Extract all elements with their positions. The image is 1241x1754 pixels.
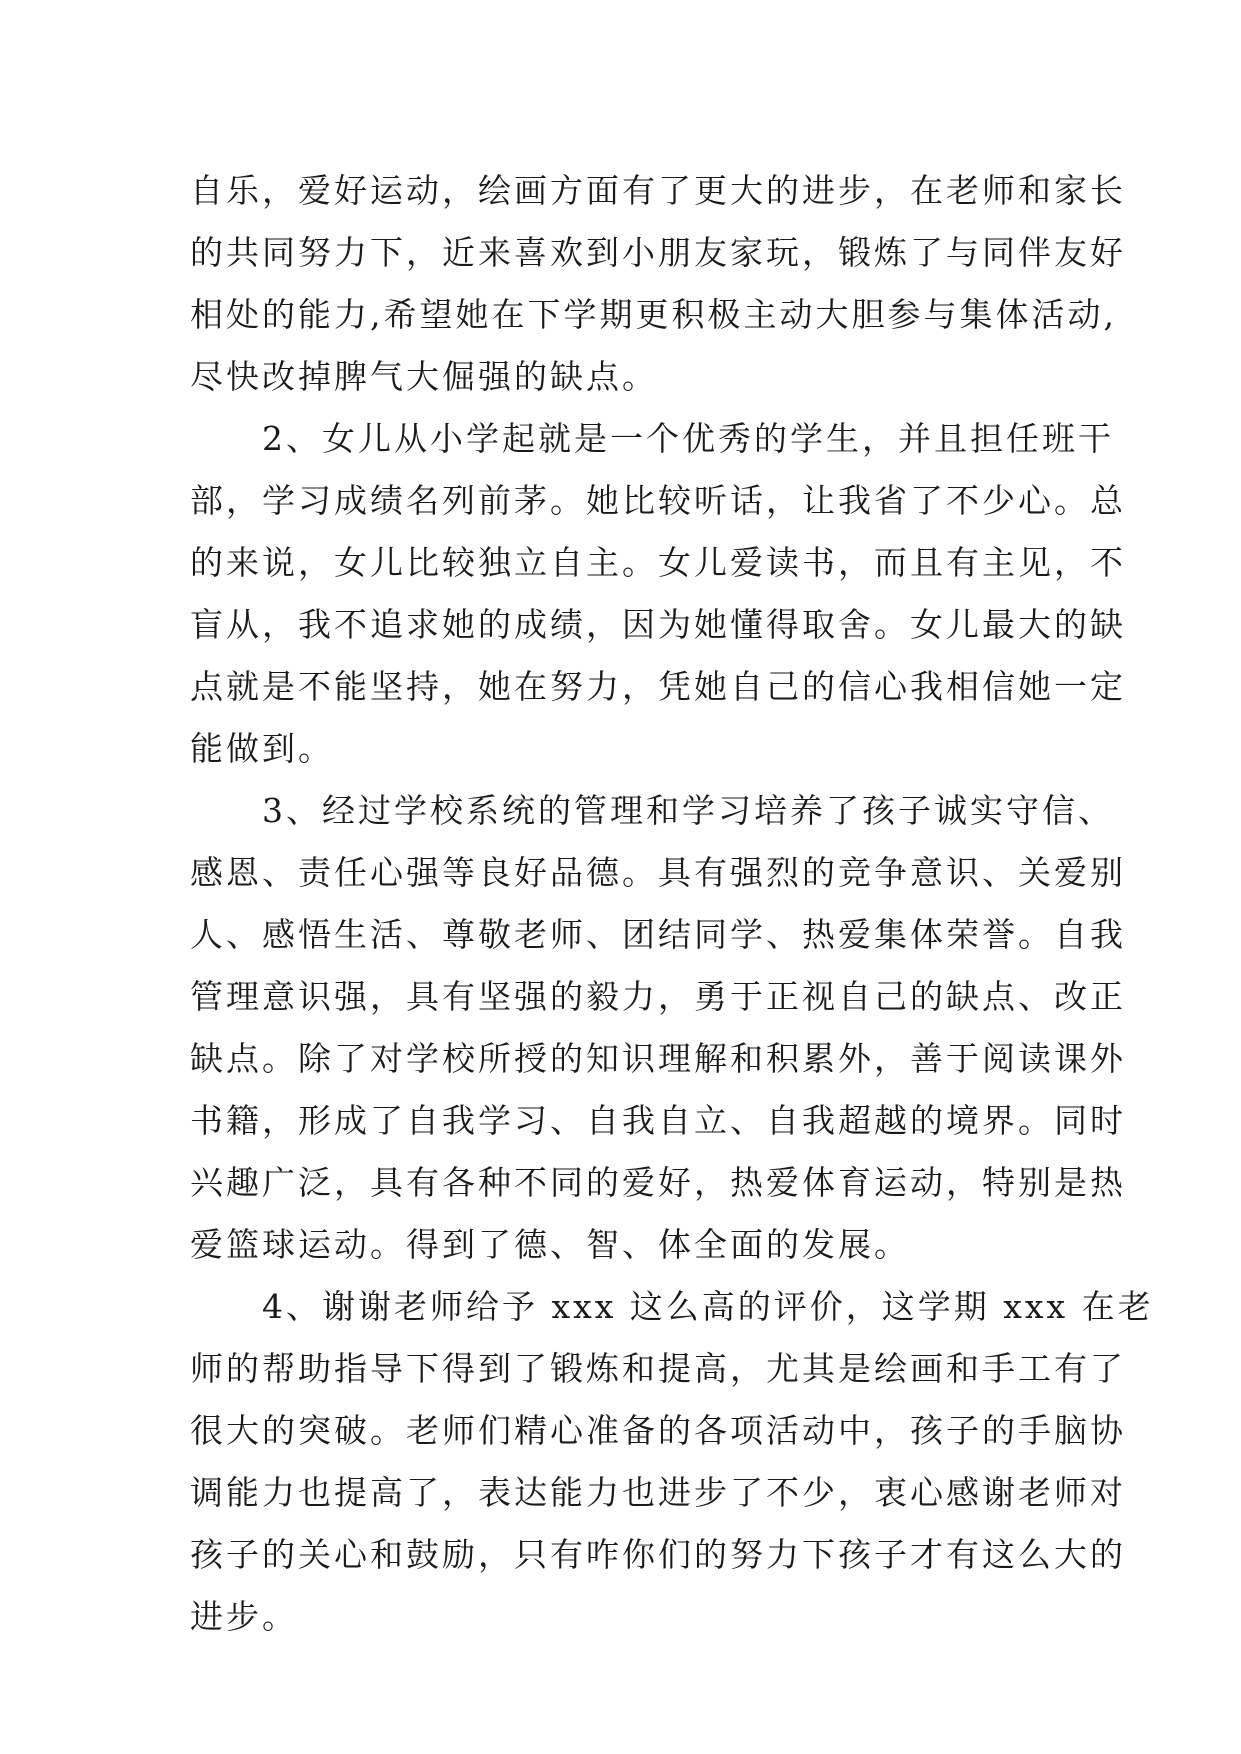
text-line: 自乐，爱好运动，绘画方面有了更大的进步，在老师和家长 <box>190 171 1126 210</box>
text-line: 部，学习成绩名列前茅。她比较听话，让我省了不少心。总 <box>190 481 1126 520</box>
text-line: 书籍，形成了自我学习、自我自立、自我超越的境界。同时 <box>190 1101 1126 1140</box>
paragraph-1 <box>190 160 1126 408</box>
text-line: 感恩、责任心强等良好品德。具有强烈的竞争意识、关爱别 <box>190 853 1126 892</box>
text-line: 3、经过学校系统的管理和学习培养了孩子诚实守信、 <box>190 791 1114 830</box>
text-line: 4、谢谢老师给予 xxx 这么高的评价，这学期 xxx 在老 <box>190 1287 1154 1326</box>
text-line: 尽快改掉脾气大倔强的缺点。 <box>190 357 658 396</box>
paragraph-3 <box>190 780 1126 1276</box>
text-line: 人、感悟生活、尊敬老师、团结同学、热爱集体荣誉。自我 <box>190 915 1126 954</box>
text-line: 爱篮球运动。得到了德、智、体全面的发展。 <box>190 1225 910 1264</box>
text-line: 的来说，女儿比较独立自主。女儿爱读书，而且有主见，不 <box>190 543 1126 582</box>
text-line: 2、女儿从小学起就是一个优秀的学生，并且担任班干 <box>190 419 1114 458</box>
text-line: 进步。 <box>190 1597 298 1636</box>
text-line: 点就是不能坚持，她在努力，凭她自己的信心我相信她一定 <box>190 667 1126 706</box>
paragraph-2 <box>190 408 1126 780</box>
text-line: 盲从，我不追求她的成绩，因为她懂得取舍。女儿最大的缺 <box>190 605 1126 644</box>
text-line: 兴趣广泛，具有各种不同的爱好，热爱体育运动，特别是热 <box>190 1163 1126 1202</box>
paragraph-4 <box>190 1276 1154 1648</box>
text-line: 相处的能力,希望她在下学期更积极主动大胆参与集体活动, <box>190 295 1117 334</box>
text-line: 调能力也提高了，表达能力也进步了不少，衷心感谢老师对 <box>190 1473 1126 1512</box>
document-body <box>190 160 1154 1648</box>
text-line: 缺点。除了对学校所授的知识理解和积累外，善于阅读课外 <box>190 1039 1126 1078</box>
text-line: 能做到。 <box>190 729 334 768</box>
text-line: 师的帮助指导下得到了锻炼和提高，尤其是绘画和手工有了 <box>190 1349 1126 1388</box>
text-line: 很大的突破。老师们精心准备的各项活动中，孩子的手脑协 <box>190 1411 1126 1450</box>
text-line: 孩子的关心和鼓励，只有咋你们的努力下孩子才有这么大的 <box>190 1535 1126 1574</box>
text-line: 的共同努力下，近来喜欢到小朋友家玩，锻炼了与同伴友好 <box>190 233 1126 272</box>
text-line: 管理意识强，具有坚强的毅力，勇于正视自己的缺点、改正 <box>190 977 1126 1016</box>
